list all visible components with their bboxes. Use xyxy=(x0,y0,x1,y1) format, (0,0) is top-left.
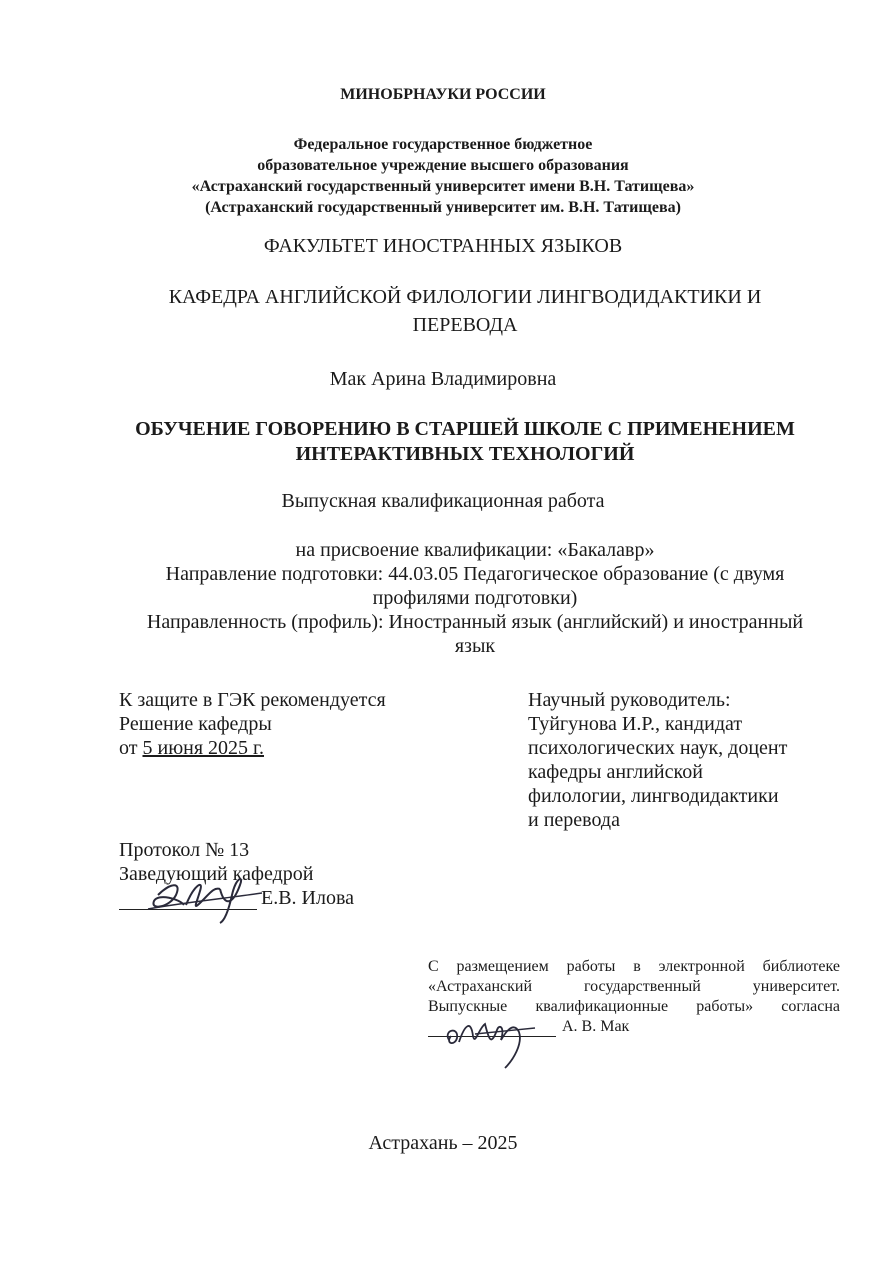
supervisor-line: филологии, лингводидактики xyxy=(528,785,779,807)
qualification-line: Направление подготовки: 44.03.05 Педагогическое образование (с двумя xyxy=(165,563,785,585)
department-name: КАФЕДРА АНГЛИЙСКОЙ ФИЛОЛОГИИ ЛИНГВОДИДАКТИКИ И ПЕРЕВОДА xyxy=(168,286,762,336)
author-signature-icon xyxy=(435,1010,545,1070)
date-prefix: от xyxy=(119,737,143,759)
qualification-info xyxy=(110,538,840,658)
supervisor-label: Научный руководитель: xyxy=(528,689,731,711)
defense-date xyxy=(119,736,386,760)
qualification-line: язык xyxy=(454,635,496,657)
decision-date: 5 июня 2025 г. xyxy=(142,737,264,759)
supervisor-block xyxy=(528,688,787,832)
defense-line: Решение кафедры xyxy=(119,713,272,735)
defense-recommendation xyxy=(119,688,386,760)
consent-signer: А. В. Мак xyxy=(562,1018,630,1035)
head-label: Заведующий кафедрой xyxy=(119,863,314,885)
supervisor-line: психологических наук, доцент xyxy=(528,737,788,759)
consent-line: Выпускные квалификационные работы» согласна xyxy=(428,998,840,1015)
author-name: Мак Арина Владимировна xyxy=(329,368,557,390)
university-line: (Астраханский государственный университет им. В.Н. Татищева) xyxy=(205,199,681,216)
university-line: Федеральное государственное бюджетное xyxy=(293,136,593,153)
university-line: «Астраханский государственный университет имени В.Н. Татищева» xyxy=(191,178,695,195)
thesis-title-line: ИНТЕРАКТИВНЫХ ТЕХНОЛОГИЙ xyxy=(295,443,635,465)
faculty-name: ФАКУЛЬТЕТ ИНОСТРАННЫХ ЯЗЫКОВ xyxy=(263,235,623,257)
qualification-line: Направленность (профиль): Иностранный язык (английский) и иностранный xyxy=(146,611,804,633)
ministry-name: МИНОБРНАУКИ РОССИИ xyxy=(340,86,546,103)
consent-line: С размещением работы в электронной библиотеке xyxy=(428,958,840,975)
protocol-number: Протокол № 13 xyxy=(119,839,250,861)
university-line: образовательное учреждение высшего образования xyxy=(257,157,629,174)
university-name xyxy=(0,134,886,218)
qualification-line: на присвоение квалификации: «Бакалавр» xyxy=(295,539,655,561)
thesis-title-line: ОБУЧЕНИЕ ГОВОРЕНИЮ В СТАРШЕЙ ШКОЛЕ С ПРИМЕНЕНИЕМ xyxy=(135,418,795,440)
work-type: Выпускная квалификационная работа xyxy=(281,490,605,512)
supervisor-line: Туйгунова И.Р., кандидат xyxy=(528,713,743,735)
consent-line: «Астраханский государственный университет. xyxy=(428,978,840,995)
supervisor-line: и перевода xyxy=(528,809,620,831)
defense-line: К защите в ГЭК рекомендуется xyxy=(119,689,386,711)
supervisor-line: кафедры английской xyxy=(528,761,703,783)
thesis-title xyxy=(100,417,830,467)
city-year: Астрахань – 2025 xyxy=(368,1132,518,1154)
qualification-line: профилями подготовки) xyxy=(372,587,578,609)
head-signature-icon xyxy=(140,865,270,925)
head-name: Е.В. Илова xyxy=(261,887,355,909)
